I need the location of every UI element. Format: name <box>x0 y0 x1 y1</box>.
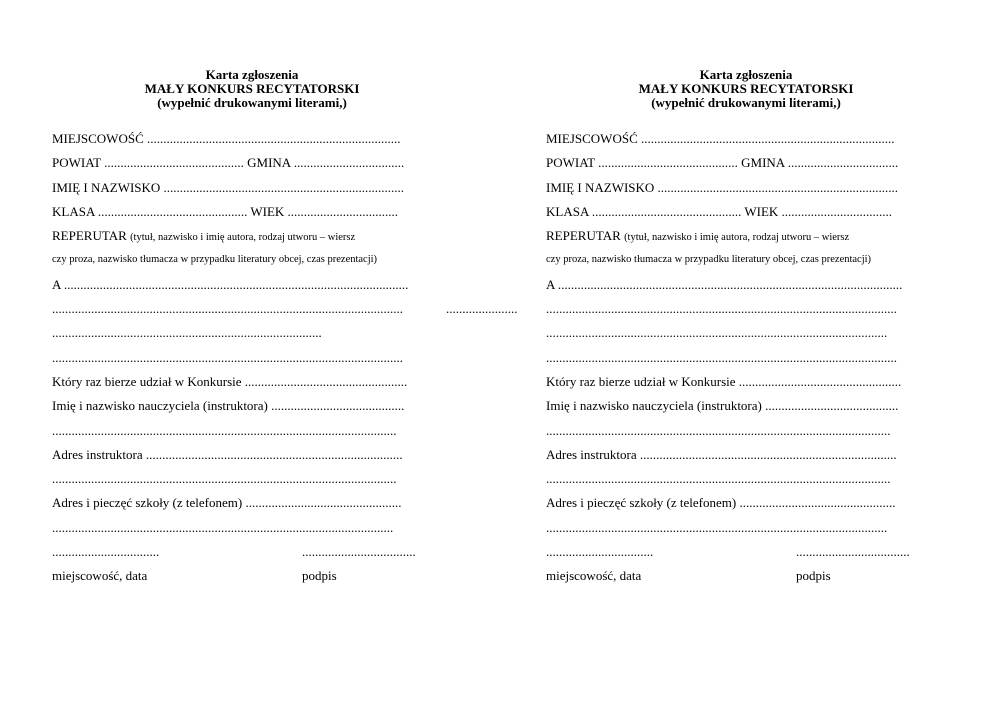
signature-label: podpis <box>302 568 337 584</box>
field-powiat-gmina[interactable]: POWIAT ........................................... GMINA .................................. <box>546 155 899 171</box>
field-adres-szkoly[interactable]: Adres i pieczęć szkoły (z telefonem) ................................................ <box>52 495 402 511</box>
signature-labels <box>546 564 946 588</box>
signature-labels <box>52 564 452 588</box>
field-repertuar-a[interactable]: A .......................................................................................................... <box>52 276 409 292</box>
repertuar-label: REPERUTAR <box>52 228 131 244</box>
field-repertuar-line-3[interactable]: ............................................................................................................ <box>52 349 403 365</box>
place-date-label: miejscowość, data <box>546 568 642 584</box>
entry-form-right <box>546 66 946 589</box>
field-nauczyciel-line[interactable]: .......................................................................................................... <box>546 422 891 438</box>
field-adres-instruktora[interactable]: Adres instruktora ............................................................................... <box>52 446 403 462</box>
field-repertuar <box>546 224 946 248</box>
field-nauczyciel[interactable]: Imię i nazwisko nauczyciela (instruktora) ......................................... <box>52 398 405 414</box>
repertuar-note-continued: czy proza, nazwisko tłumacza w przypadku literatury obcej, czas prezentacji) <box>52 254 378 266</box>
repertuar-note: (tytuł, nazwisko i imię autora, rodzaj utworu – wiersz <box>624 232 850 244</box>
field-nauczyciel-line[interactable]: .......................................................................................................... <box>52 422 397 438</box>
field-repertuar-a[interactable]: A .......................................................................................................... <box>546 276 903 292</box>
signature-label: podpis <box>796 568 831 584</box>
dotted-line: ............................................................................................................ <box>52 301 403 317</box>
field-powiat-gmina[interactable]: POWIAT ........................................... GMINA .................................. <box>52 155 405 171</box>
dotted-line-extra: ...................... <box>446 301 518 317</box>
field-adres-szkoly-line[interactable]: ......................................................................................................... <box>546 519 888 535</box>
repertuar-note-continued: czy proza, nazwisko tłumacza w przypadku literatury obcej, czas prezentacji) <box>546 254 872 266</box>
contest-name: MAŁY KONKURS RECYTATORSKI <box>144 81 360 96</box>
field-nauczyciel[interactable]: Imię i nazwisko nauczyciela (instruktora) ......................................... <box>546 398 899 414</box>
field-adres-instruktora[interactable]: Adres instruktora ............................................................................... <box>546 446 897 462</box>
field-imie-nazwisko[interactable]: IMIĘ I NAZWISKO .......................................................................... <box>52 179 405 195</box>
field-repertuar-line-3[interactable]: ............................................................................................................ <box>546 349 897 365</box>
field-adres-instruktora-line[interactable]: .......................................................................................................... <box>52 471 397 487</box>
contest-name: MAŁY KONKURS RECYTATORSKI <box>638 81 854 96</box>
entry-form-left <box>52 66 518 589</box>
field-adres-instruktora-line[interactable]: .......................................................................................................... <box>546 471 891 487</box>
signature-line[interactable]: ................................... <box>796 544 910 560</box>
field-miejscowosc[interactable]: MIEJSCOWOŚĆ .............................................................................. <box>52 131 401 146</box>
field-repertuar <box>52 224 452 248</box>
form-title: Karta zgłoszenia <box>205 67 299 82</box>
signature-lines[interactable] <box>546 540 946 564</box>
field-ktory-raz[interactable]: Który raz bierze udział w Konkursie .................................................. <box>546 373 902 389</box>
place-date-label: miejscowość, data <box>52 568 148 584</box>
field-repertuar-line-2[interactable]: ......................................................................................................... <box>546 325 888 341</box>
place-date-line[interactable]: ................................. <box>52 544 160 560</box>
field-imie-nazwisko[interactable]: IMIĘ I NAZWISKO .......................................................................... <box>546 179 899 195</box>
form-instruction: (wypełnić drukowanymi literami,) <box>651 95 841 110</box>
field-adres-szkoly-line[interactable]: ......................................................................................................... <box>52 519 394 535</box>
field-ktory-raz[interactable]: Który raz bierze udział w Konkursie .................................................. <box>52 373 408 389</box>
form-instruction: (wypełnić drukowanymi literami,) <box>157 95 347 110</box>
field-repertuar-line-2[interactable]: ................................................................................... <box>52 325 322 341</box>
form-title: Karta zgłoszenia <box>699 67 793 82</box>
signature-lines[interactable] <box>52 540 452 564</box>
field-repertuar-line-1[interactable] <box>52 297 518 321</box>
field-klasa-wiek[interactable]: KLASA .............................................. WIEK .................................. <box>546 203 893 219</box>
field-repertuar-line-1[interactable]: ............................................................................................................ <box>546 301 897 317</box>
field-klasa-wiek[interactable]: KLASA .............................................. WIEK .................................. <box>52 203 399 219</box>
field-miejscowosc[interactable]: MIEJSCOWOŚĆ .............................................................................. <box>546 131 895 146</box>
signature-line[interactable]: ................................... <box>302 544 416 560</box>
repertuar-note: (tytuł, nazwisko i imię autora, rodzaj utworu – wiersz <box>130 232 356 244</box>
place-date-line[interactable]: ................................. <box>546 544 654 560</box>
field-adres-szkoly[interactable]: Adres i pieczęć szkoły (z telefonem) ................................................ <box>546 495 896 511</box>
repertuar-label: REPERUTAR <box>546 228 625 244</box>
